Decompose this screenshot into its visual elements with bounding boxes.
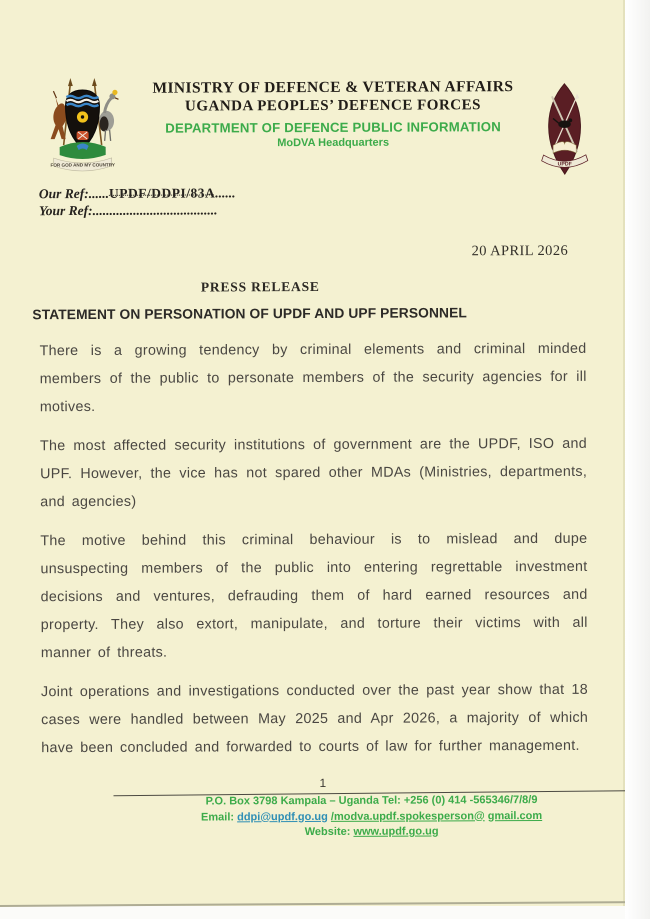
our-ref-label: Our Ref: [38, 185, 89, 202]
forces-name: UGANDA PEOPLES’ DEFENCE FORCES [184, 97, 482, 115]
your-ref-value: ..................................... [92, 202, 218, 218]
reference-block [39, 183, 624, 220]
our-ref-value: UPDF/DDPI/83A [108, 185, 216, 201]
your-ref-label: Your Ref: [38, 202, 93, 219]
letter-footer [1, 775, 626, 842]
paragraph-3: The motive behind this criminal behaviour is to mislead and dupe unsuspecting members of the public into entering regrettable investment decisions and ventures, defrauding them of hard earned resources and property. They also extort, manipulate, and torture their victims with all manner of threats. [40, 530, 588, 662]
letter-body [39, 335, 588, 762]
website-label: Website: [304, 825, 351, 839]
email-primary-link[interactable]: ddpi@updf.go.ug [237, 810, 328, 823]
letterhead [0, 0, 624, 183]
statement-title: STATEMENT ON PERSONATION OF UPDF AND UPF PERSONNEL [32, 305, 467, 323]
updf-emblem-scroll-text: UPDF [557, 161, 572, 168]
website-link[interactable]: www.updf.go.ug [353, 825, 439, 838]
headquarters-label: MoDVA Headquarters [277, 136, 390, 150]
updf-emblem-icon [531, 81, 597, 181]
letter-date: 20 APRIL 2026 [471, 242, 569, 260]
email-secondary-link[interactable]: /modva.updf.spokesperson@ [330, 809, 485, 823]
footer-address-line: P.O. Box 3798 Kampala – Uganda Tel: +256 (0) 414 -565346/7/8/9 [205, 794, 538, 808]
email-domain-link[interactable]: gmail.com [487, 809, 543, 822]
coat-of-arms-motto: FOR GOD AND MY COUNTRY [50, 162, 115, 168]
scanner-background [625, 0, 650, 919]
letterhead-text [134, 73, 531, 151]
page-number: 1 [319, 775, 327, 790]
department-name: DEPARTMENT OF DEFENCE PUBLIC INFORMATION [165, 119, 501, 136]
paragraph-2: The most affected security institutions of government are the UPDF, ISO and UPF. However, the vice has not spared other MDAs (Ministries, departments, and agencies) [39, 435, 588, 511]
ministry-name: MINISTRY OF DEFENCE & VETERAN AFFAIRS [152, 78, 514, 97]
your-ref-line [39, 200, 624, 220]
paragraph-4: Joint operations and investigations conducted over the past year show that 18 cases were handled between May 2025 and Apr 2026, a majority of which have been concluded and forwarded to courts of law for further management. [41, 681, 589, 757]
our-ref-line: Our Ref:......UPDF/DDPI/83A...... [38, 185, 236, 202]
press-release-heading: PRESS RELEASE [200, 278, 320, 295]
footer-website-line [114, 824, 630, 842]
uganda-coat-of-arms-icon [30, 75, 134, 175]
footer-contact-block [113, 793, 629, 842]
paragraph-1: There is a growing tendency by criminal elements and criminal minded members of the public to personate members of the security agencies for ill motives. [39, 340, 587, 416]
email-label: Email: [200, 810, 235, 823]
